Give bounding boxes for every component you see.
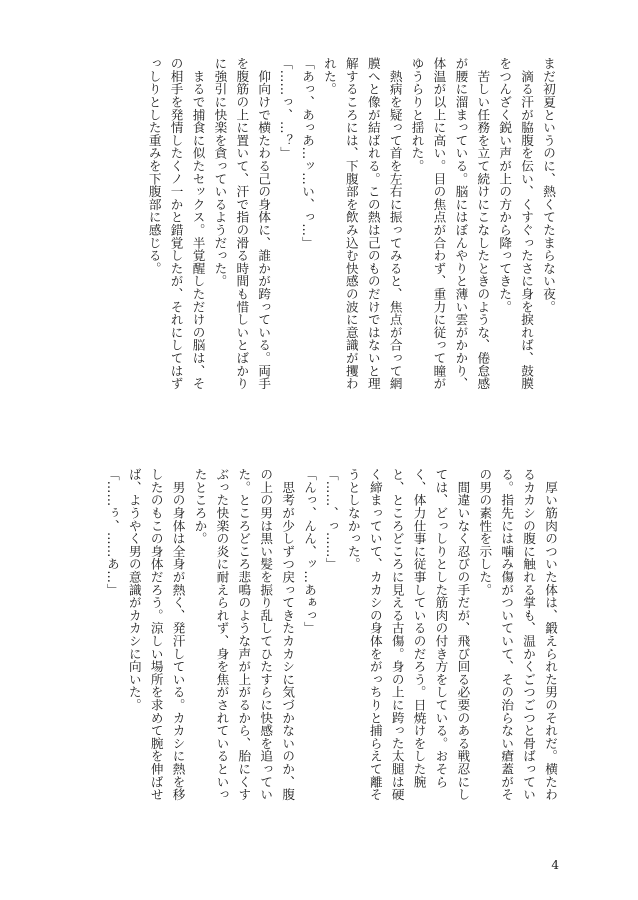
text-column: 「あっ、あっあ…ッ…い、っ…」 — [300, 57, 316, 249]
text-column: 体温が以上に高い。目の焦点が合わず、重力に従って瞳が — [431, 57, 447, 390]
text-column: く、体力仕事に従事しているのだろう。日焼けをした腕 — [411, 468, 427, 788]
text-column: 仰向けで横たわる己の身体に、誰かが跨っている。両手 — [256, 57, 272, 390]
text-column: と、ところどころに見える古傷。身の上に跨った太腿は硬 — [389, 468, 405, 801]
text-column: したのもこの身体だろう。涼しい場所を求めて腕を伸ばせ — [148, 468, 164, 801]
text-column: 「……、っ……」 — [323, 468, 339, 571]
text-column: 厚い筋肉のついた体は、鍛えられた男のそれだ。横たわ — [543, 468, 558, 801]
text-column: 苦しい任務を立て続けにこなしたときのような、倦怠感 — [475, 57, 491, 390]
text-column: まだ初夏というのに、熱くてたまらない夜。 — [541, 57, 556, 313]
text-column: 熱病を疑って首を左右に振ってみると、焦点が合って網 — [387, 57, 403, 390]
text-column: ぶった快楽の炎に耐えられず、身を焦がされているといっ — [214, 468, 230, 801]
text-column: 解するころには、下腹部を飲み込む快感の波に意識が攫わ — [343, 57, 359, 390]
text-column: ば、ようやく男の意識がカカシに向いた。 — [126, 468, 142, 712]
text-column: く締まっていて、カカシの身体をがっちりと捕らえて離そ — [367, 468, 383, 801]
text-column: が腰に溜まっている。脳にはぼんやりと薄い雲がかかり、 — [453, 57, 469, 390]
text-column: れた。 — [321, 57, 337, 96]
text-column: うとしなかった。 — [345, 468, 361, 571]
text-column: た。ところどころ悲鳴のような声が上がるから、胎にくす — [236, 468, 252, 801]
text-column: ては、どっしりとした筋肉の付き方をしている。おそら — [433, 468, 449, 788]
text-column: まるで捕食に似たセックス。半覚醒しただけの脳は、そ — [190, 57, 206, 390]
bottom-text-block — [101, 468, 561, 858]
text-column: る。指先には噛み傷がついていて、その治らない瘡蓋がそ — [499, 468, 515, 801]
top-text-block — [143, 57, 559, 447]
text-column: を腹筋の上に置いて、汗で指の滑る時間も惜しいとばかり — [234, 57, 250, 390]
text-column: をつんざく鋭い声が上の方から降ってきた。 — [497, 57, 513, 313]
text-column: 思考が少しずつ戻ってきたカカシに気づかないのか、腹 — [280, 468, 296, 801]
text-column: るカカシの腹に触れる掌も、温かくごつごつと骨ばってい — [521, 468, 537, 801]
text-column: 間違いなく忍びの手だが、飛び回る必要のある戦忍にし — [455, 468, 471, 801]
text-column: っしりとした重みを下腹部に感じる。 — [146, 57, 162, 275]
page-number: 4 — [551, 858, 559, 872]
text-column: ゆうらりと揺れた。 — [409, 57, 425, 173]
text-column: 男の身体は全身が熱く、発汗している。カカシに熱を移 — [170, 468, 186, 801]
text-column: の相手を発情したくノ一かと錯覚したが、それにしてはず — [168, 57, 184, 390]
text-column: 膜へと像が結ばれる。この熱は己のものだけではないと理 — [365, 57, 381, 390]
text-column: 「……ぅ、……あ…」 — [104, 468, 120, 596]
text-column: 「……っ、…？」 — [278, 57, 294, 160]
text-column: の男の素性を示した。 — [477, 468, 493, 596]
text-column: 「んっ、んん、ッ…あぁっ」 — [302, 468, 318, 635]
text-column: に強引に快楽を貪っているようだった。 — [212, 57, 228, 288]
text-column: たところか。 — [192, 468, 208, 545]
text-column: 滴る汗が脇腹を伝い、くすぐったさに身を捩れば、鼓膜 — [519, 57, 535, 390]
text-column: の上の男は黒い髪を振り乱してひたすらに快感を追ってい — [258, 468, 274, 801]
